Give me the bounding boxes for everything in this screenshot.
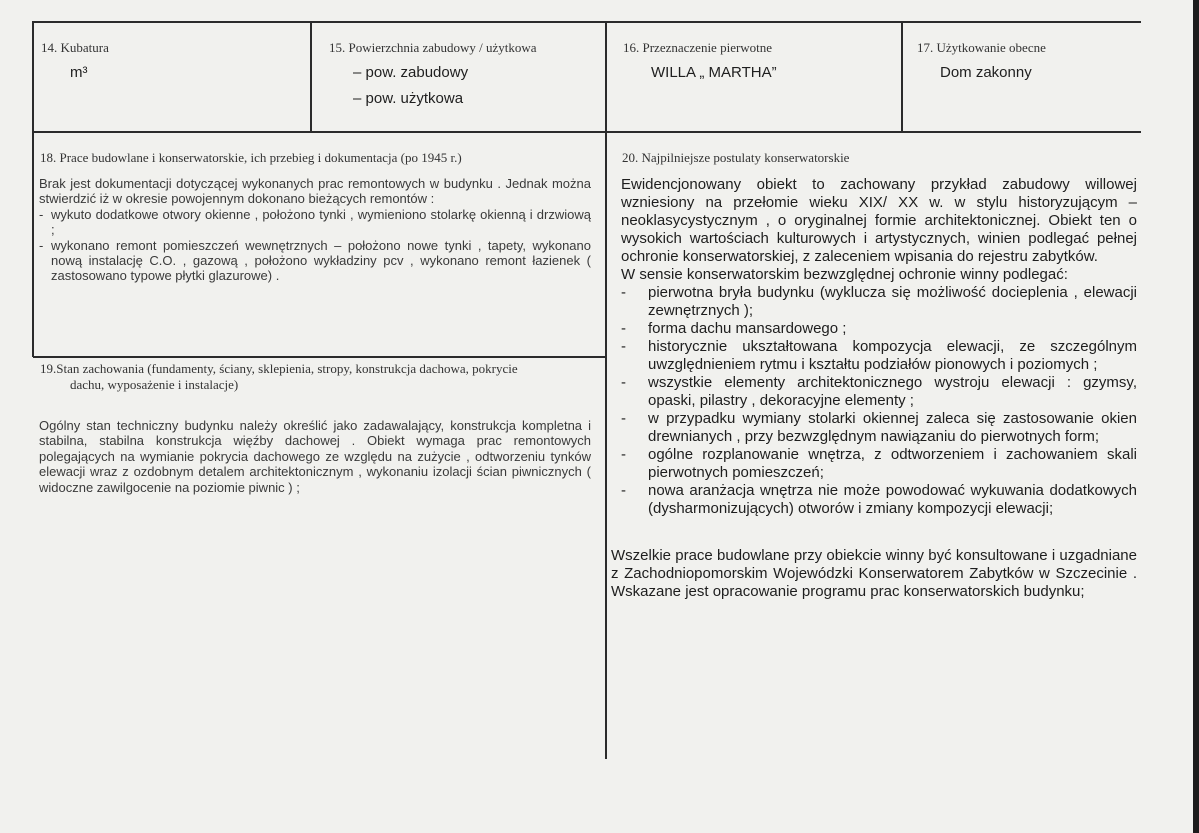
przeznaczenie-value: WILLA „ MARTHA”	[651, 64, 777, 81]
list-item: - pierwotna bryła budynku (wyklucza się możliwość docieplenia , elewacji zewnętrznych );	[621, 284, 1137, 320]
section-20-closing	[611, 547, 1137, 601]
section-19-label-line2: dachu, wyposażenie i instalacje)	[70, 377, 239, 392]
section-20-closing-text: Wszelkie prace budowlane przy obiekcie winny być konsultowane i uzgadniane z Zachodniopomorskim Wojewódzki Konserwatorem Zabytków w Szczecinie . Wskazane jest opracowanie programu prac konserwatorskich budynku;	[611, 547, 1137, 600]
list-item: - wszystkie elementy architektonicznego wystroju elewacji : gzymsy, opaski, pilastry , dekoracyjne elementy ;	[621, 374, 1137, 410]
section-19-text: Ogólny stan techniczny budynku należy określić jako zadawalający, konstrukcja kompletna i stabilna, stabilna konstrukcja więźby dachowej . Obiekt wymaga prac remontowych polegających na wymianie pokrycia dachowego ze względu na zużycie , odtworzeniu tynków elewacji wraz z ozdobnym detalem architektonicznym , wykonaniu izolacji ścian piwnicznych ( widoczne zawilgocenie na poziomie piwnic ) ;	[39, 418, 591, 495]
section-20-list	[621, 284, 1137, 518]
col-divider-3	[901, 21, 903, 132]
list-item: - w przypadku wymiany stolarki okiennej zaleca się zastosowanie okien drewnianych , przy bezwzględnym nawiązaniu do pierwotnych form;	[621, 410, 1137, 446]
list-item: - nowa aranżacja wnętrza nie może powodować wykuwania dodatkowych (dysharmonizujących) otworów i zmiany kompozycji elewacji;	[621, 482, 1137, 518]
list-item: - wykonano remont pomieszczeń wewnętrznych – położono nowe tynki , tapety, wykonano nową instalację C.O. , gazową , położono wykładziny pcv , wykonano remont łazienek ( zastosowano typowe płytki glazurowe) .	[39, 238, 591, 284]
scan-edge	[1193, 0, 1199, 833]
section-18-intro: Brak jest dokumentacji dotyczącej wykonanych prac remontowych w budynku . Jednak można stwierdzić iż w okresie powojennym dokonano bieżących remontów :	[39, 176, 591, 207]
uzytkowanie-label: 17. Użytkowanie obecne	[917, 40, 1046, 55]
list-item: - ogólne rozplanowanie wnętrza, z odtworzeniem i zachowaniem skali pierwotnych pomieszczeń;	[621, 446, 1137, 482]
section-18-label: 18. Prace budowlane i konserwatorskie, ich przebieg i dokumentacja (po 1945 r.)	[40, 150, 462, 165]
section-20-body	[621, 176, 1137, 518]
section-20-intro: Ewidencjonowany obiekt to zachowany przykład zabudowy willowej wzniesiony na przełomie wieku XIX/ XX w. w stylu historyzującym – neoklasycystycznym , o oryginalnej formie architektonicznej. Obiekt ten o wysokich wartościach kulturowych i artystycznych, winien podlegać pełnej ochronie konserwatorskiej, z zaleceniem wpisania do rejestru zabytków.	[621, 176, 1137, 265]
section-20-label: 20. Najpilniejsze postulaty konserwatorskie	[622, 150, 850, 165]
list-item: - wykuto dodatkowe otwory okienne , położono tynki , wymieniono stolarkę okienną i drzwiową ;	[39, 207, 591, 238]
row-divider	[33, 131, 1141, 133]
list-item: - forma dachu mansardowego ;	[621, 320, 1137, 338]
section-18-body	[39, 176, 591, 284]
uzytkowanie-value: Dom zakonny	[940, 64, 1032, 81]
section-19-label-line1: 19.Stan zachowania (fundamenty, ściany, sklepienia, stropy, konstrukcja dachowa, pokrycie	[40, 361, 518, 376]
pow-uzytkowa: – pow. użytkowa	[353, 90, 464, 107]
pow-zabudowy: – pow. zabudowy	[353, 64, 469, 81]
section-18-list	[39, 207, 591, 284]
list-item: - historycznie ukształtowana kompozycja elewacji, ze szczególnym uwzględnieniem rytmu i kształtu podziałów pionowych i poziomych ;	[621, 338, 1137, 374]
col-divider-1	[310, 21, 312, 132]
section-19-body	[39, 418, 591, 495]
section-19-label	[40, 361, 580, 393]
top-rule	[33, 21, 1141, 23]
powierzchnia-label: 15. Powierzchnia zabudowy / użytkowa	[329, 40, 537, 55]
section-divider-19	[33, 356, 607, 358]
przeznaczenie-label: 16. Przeznaczenie pierwotne	[623, 40, 773, 55]
kubatura-value: m³	[70, 64, 88, 81]
kubatura-label: 14. Kubatura	[41, 40, 109, 55]
center-divider	[605, 21, 607, 759]
left-border	[32, 21, 34, 357]
section-20-lead: W sensie konserwatorskim bezwzględnej ochronie winny podlegać:	[621, 266, 1068, 283]
